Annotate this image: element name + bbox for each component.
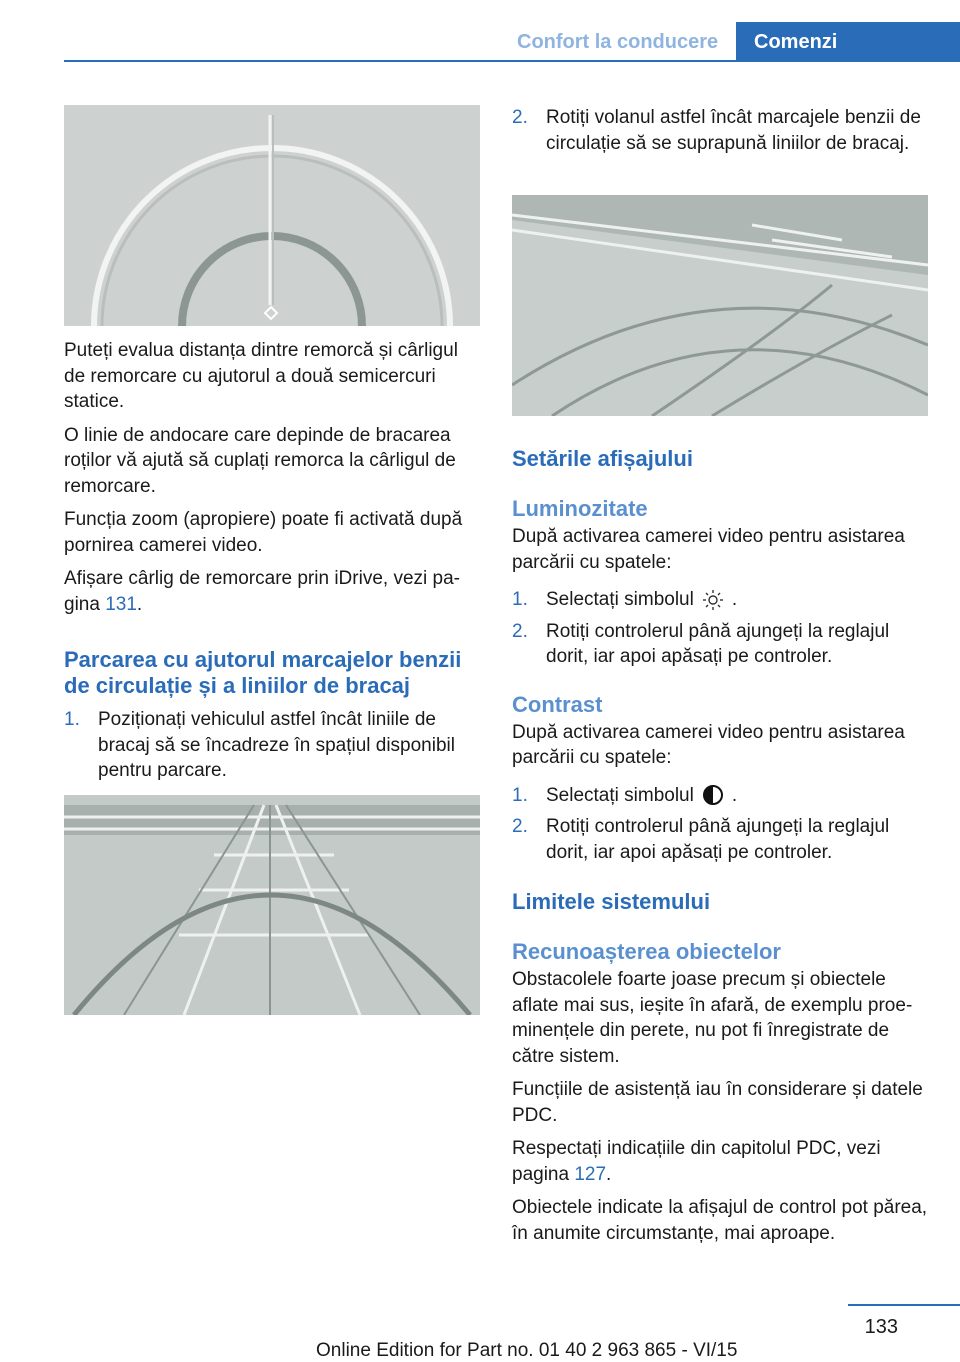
step-number: 2.: [512, 107, 528, 128]
parking-steps-list: [64, 707, 480, 784]
list-item: [512, 783, 928, 809]
list-item: [512, 105, 928, 156]
contrast-steps: [512, 783, 928, 866]
list-item: [64, 707, 480, 784]
sun-icon: [702, 589, 724, 611]
step-text: Rotiți controlerul până ajungeți la reglajul dorit, iar apoi apăsați pe controler.: [546, 816, 890, 863]
step-number: 1.: [512, 589, 528, 610]
step-end: .: [731, 784, 738, 806]
header-section-title: Confort la conducere: [517, 31, 719, 53]
trailer-hitch-semicircles-image: [64, 105, 480, 326]
lane-markings-image: [64, 795, 480, 1015]
step-end: .: [731, 589, 738, 610]
parking-steps-list-continued: [512, 105, 928, 156]
hitch-display-text: Afișare cârlig de remorcare prin iDrive, vezi pagina: [64, 568, 460, 615]
paragraph-pdc-data: Funcțiile de asistență iau în considerare și datele PDC.: [512, 1079, 923, 1126]
brightness-steps: [512, 587, 928, 670]
paragraph-hitch-display: [64, 566, 480, 617]
list-item: [512, 814, 928, 865]
pdc-reference-end: .: [606, 1163, 612, 1185]
page-link-127[interactable]: 127: [574, 1163, 607, 1185]
header-rule: [64, 60, 960, 62]
step-number: 1.: [64, 709, 80, 730]
heading-display-settings: Setările afișajului: [512, 446, 693, 471]
paragraph-pdc-reference: [512, 1136, 928, 1187]
step-number: 2.: [512, 620, 528, 642]
heading-object-recognition: Recunoașterea obiectelor: [512, 939, 781, 964]
step-number: 2.: [512, 816, 528, 837]
pdc-reference-text: Respectați indicațiile din capitolul PDC, vezi pagina: [512, 1138, 881, 1185]
heading-parking-lane-markings: Parcarea cu ajutorul marcajelor benzii de circulație și a liniilor de bracaj: [64, 647, 462, 698]
list-item: [512, 587, 928, 613]
brightness-intro: După activarea camerei video pentru asistarea parcării cu spatele:: [512, 526, 905, 573]
page-number: 133: [864, 1316, 898, 1338]
header-chapter-label: Comenzi: [754, 31, 838, 53]
page-link-131[interactable]: 131: [105, 593, 137, 615]
hitch-display-end: .: [136, 593, 143, 615]
step-text: Poziționați vehiculul astfel încât liniile de bracaj să se încadreze în spațiul disponibil pentru parcare.: [98, 709, 455, 781]
heading-system-limits: Limitele sistemului: [512, 889, 711, 914]
paragraph-zoom: Funcția zoom (apropiere) poate fi activată după pornirea camerei video.: [64, 509, 463, 556]
edition-note: Online Edition for Part no. 01 40 2 963 865 - VI/15: [316, 1340, 738, 1361]
heading-brightness: Luminozitate: [512, 496, 648, 521]
step-text: Selectați simbolul: [546, 784, 694, 806]
paragraph-obstacles: Obstacolele foarte joase precum și obiectele aflate mai sus, ieșite în afară, de exemplu proeminențele din perete, nu pot fi înregistrate de către sistem.: [512, 969, 913, 1067]
paragraph-objects-closer: Obiectele indicate la afișajul de control pot părea, în anumite circumstanțe, mai aproape.: [512, 1197, 928, 1244]
steering-lines-image: [512, 195, 928, 416]
paragraph-semicircles: Puteți evalua distanța dintre remorcă și cârligul de remorcare cu ajutorul a două semicercuri statice.: [64, 340, 458, 412]
paragraph-docking-line: O linie de andocare care depinde de bracarea roților vă ajută să cuplați remorca la cârligul de remorcare.: [64, 424, 456, 497]
step-text: Rotiți volanul astfel încât marcajele benzii de circulație să se suprapună liniilor de bracaj.: [546, 107, 921, 154]
step-text: Selectați simbolul: [546, 589, 694, 610]
step-number: 1.: [512, 784, 528, 806]
footer-rule: [848, 1304, 960, 1306]
step-text: Rotiți controlerul până ajungeți la reglajul dorit, iar apoi apăsați pe controler.: [546, 620, 890, 667]
header-chapter-tab: [736, 22, 960, 62]
contrast-intro: După activarea camerei video pentru asistarea parcării cu spatele:: [512, 721, 905, 768]
list-item: [512, 619, 928, 670]
contrast-icon: [702, 784, 724, 806]
heading-contrast: Contrast: [512, 691, 603, 717]
